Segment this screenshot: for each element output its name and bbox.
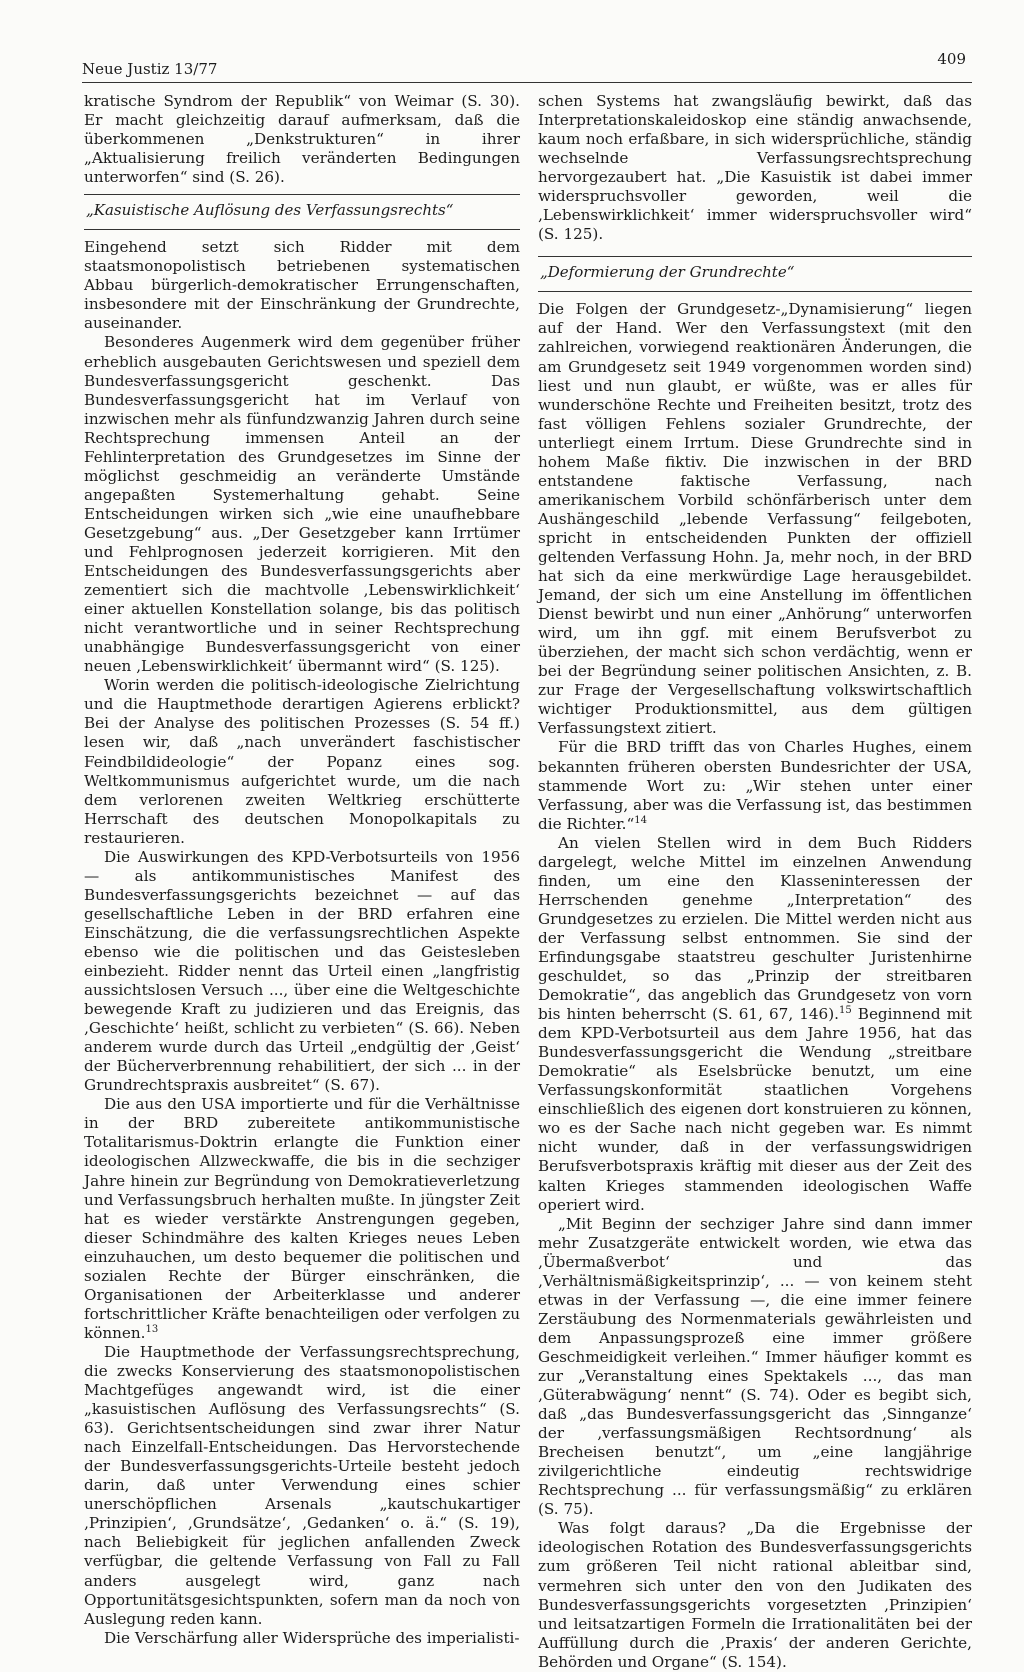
paragraph-text: Für die BRD trifft das von Charles Hughes, einem bekannten früheren obersten Bundesrichter der USA, stammende Wort zu: „Wir stehen unter einer Verfassung, aber was die Verfassung ist, das bestimmen die Richter.“ <box>538 738 972 833</box>
paragraph: Die Auswirkungen des KPD-Verbotsurteils von 1956 — als antikommunistisches Manifest des Bundesverfassungsgerichts bezeichnet — auf das gesellschaftliche Leben in der BRD erfahren eine Einschätzung, die die verfassungsrechtlichen Aspekte ebenso wie die politischen und das Geistesleben einbezieht. Ridder nennt das Urteil einen „langfristig aussichtslosen Versuch ..., über eine die Weltgeschichte bewegende Kraft zu judizieren und das Ereignis, das ‚Geschichte‘ heißt, schlicht zu verbieten“ (S. 66). Neben anderem wurde durch das Urteil „endgültig der ‚Geist‘ der Bücherverbrennung rehabilitiert, der sich ... in der Grundrechtspraxis ausbreitet“ (S. 67). <box>84 847 520 1095</box>
paragraph-with-footnote <box>538 834 972 1215</box>
paragraph: Die Folgen der Grundgesetz-„Dynamisierung“ liegen auf der Hand. Wer den Verfassungstext (mit den zahlreichen, vorwiegend reaktionären Änderungen, die am Grundgesetz seit 1949 vorgenommen worden sind) liest und nun glaubt, er wüßte, was er alles für wunderschöne Rechte und Freiheiten besitzt, trotz des fast völligen Fehlens sozialer Grundrechte, der unterliegt einem Irrtum. Diese Grundrechte sind in hohem Maße fiktiv. Die inzwischen in der BRD entstandene faktische Verfassung, nach amerikanischem Vorbild schönfärberisch unter dem Aushängeschild „lebende Verfassung“ feilgeboten, spricht in entscheidenden Punkten der offiziell geltenden Verfassung Hohn. Ja, mehr noch, in der BRD hat sich da eine merkwürdige Lage herausgebildet. Jemand, der sich um eine Anstellung im öffentlichen Dienst bewirbt und nun einer „Anhörung“ unterworfen wird, um ihn ggf. mit einem Berufsverbot zu überziehen, der macht sich schon verdächtig, wenn er bei der Begründung seiner politischen Ansichten, z. B. zur Frage der Vergesellschaftung volkswirtschaftlich wichtiger Produktionsmittel, aus dem gültigen Verfassungstext zitiert. <box>538 300 972 738</box>
footnote-ref-13: 13 <box>145 1323 159 1335</box>
paragraph: Die Hauptmethode der Verfassungsrechtsprechung, die zwecks Konservierung des staatsmonopolistischen Machtgefüges angewandt wird, ist die einer „kasuistischen Auflösung des Verfassungsrechts“ (S. 63). Gerichtsentscheidungen sind zwar ihrer Natur nach Einzelfall-Entscheidungen. Das Hervorstechende der Bundesverfassungsgerichts-Urteile besteht jedoch darin, daß unter Verwendung eines schier unerschöpflichen Arsenals „kautschukartiger ‚Prinzipien‘, ‚Grundsätze‘, ‚Gedanken‘ o. ä.“ (S. 19), nach Beliebigkeit für jeglichen anfallenden Zweck verfügbar, die geltende Verfassung von Fall zu Fall anders ausgelegt wird, ganz nach Opportunitätsgesichtspunkten, sofern man da noch von Auslegung reden kann. <box>84 1342 520 1628</box>
right-column <box>538 92 972 1672</box>
footnote-ref-15: 15 <box>838 1005 852 1017</box>
section-divider <box>538 291 972 292</box>
paragraph: Die Verschärfung aller Widersprüche des imperialisti- <box>104 1628 520 1647</box>
page-header <box>82 46 972 83</box>
footnote-ref-14: 14 <box>634 814 647 826</box>
paragraph: Worin werden die politisch-ideologische Zielrichtung und die Hauptmethode derartigen Agierens erblickt? Bei der Analyse des politischen Prozesses (S. 54 ff.) lesen wir, daß „nach unverändert faschistischer Feindbildideologie“ der Popanz eines sog. Weltkommunismus aufgerichtet wurde, um die nach dem verlorenen zweiten Weltkrieg erschütterte Herrschaft des deutschen Monopolkapitals zu restaurieren. <box>84 676 520 847</box>
paragraph: Was folgt daraus? „Da die Ergebnisse der ideologischen Rotation des Bundesverfassungsgerichts zum größeren Teil nicht rational ableitbar sind, vermehren sich unter den von den Judikaten des Bundesverfassungsgerichts vorgesetzten ‚Prinzipien‘ und leitsatzartigen Formeln die Irrationalitäten bei der Auffüllung durch die ‚Praxis‘ der anderen Gerichte, Behörden und Organe“ (S. 154). <box>538 1519 972 1671</box>
paragraph-text: An vielen Stellen wird in dem Buch Ridders dargelegt, welche Mittel im einzelnen Anwendung finden, um eine den Klasseninteressen der Herrschenden genehme „Interpretation“ des Grundgesetzes zu erzielen. Die Mittel werden nicht aus der Verfassung selbst entnommen. Sie sind der Erfindungsgabe staatstreu geschulter Juristenhirne geschuldet, so das „Prinzip der streitbaren Demokratie“, das angeblich das Grundgesetz von vorn bis hinten beherrscht (S. 61, 67, 146). <box>538 833 972 1024</box>
section-heading-kasuistische: „Kasuistische Auflösung des Verfassungsrechts“ <box>86 201 454 220</box>
left-column <box>84 92 520 1648</box>
left-intro-paragraph: kratische Syndrom der Republik“ von Weimar (S. 30). Er macht gleichzeitig darauf aufmerksam, daß die überkommenen „Denkstrukturen“ in ihrer „Aktualisierung freilich veränderten Bedingungen unterworfen“ sind (S. 26). <box>84 92 520 187</box>
right-intro-paragraph: schen Systems hat zwangsläufig bewirkt, daß das Interpretationskaleidoskop eine ständig anwachsende, kaum noch erfaßbare, in sich widersprüchliche, ständig wechselnde Verfassungsrechtsprechung hervorgezaubert hat. „Die Kasuistik ist dabei immer widerspruchsvoller geworden, weil die ‚Lebenswirklichkeit‘ immer widerspruchsvoller wird“ (S. 125). <box>538 92 972 244</box>
paragraph-text: Die aus den USA importierte und für die Verhältnisse in der BRD zubereitete antikommunistische Totalitarismus-Doktrin erlangte die Funktion einer ideologischen Allzweckwaffe, die bis in die sechziger Jahre hinein zur Begründung von Demokratieverletzung und Verfassungsbruch herhalten mußte. In jüngster Zeit hat es wieder verstärkte Anstrengungen gegeben, dieser Schindmähre des kalten Krieges neues Leben einzuhauchen, um desto bequemer die politischen und sozialen Rechte der Bürger einschränken, die Organisationen der Arbeiterklasse und anderer fortschrittlicher Kräfte benachteiligen oder verfolgen zu können. <box>84 1095 520 1342</box>
paragraph-with-footnote <box>538 738 972 833</box>
paragraph-text: Beginnend mit dem KPD-Verbotsurteil aus dem Jahre 1956, hat das Bundesverfassungsgericht die Wendung „streitbare Demokratie“ als Eselsbrücke benutzt, um eine Verfassungskonformität staatlichen Vorgehens einschließlich des eigenen dort konstruieren zu können, wo es der Sache nach nicht gegeben war. Es nimmt nicht wunder, daß in der verfassungswidrigen Berufsverbotspraxis kräftig mit dieser aus der Zeit des kalten Krieges stammenden ideologischen Waffe operiert wird. <box>538 1005 972 1214</box>
paragraph: Eingehend setzt sich Ridder mit dem staatsmonopolistisch betriebenen systematischen Abbau bürgerlich-demokratischer Errungenschaften, insbesondere mit der Einschränkung der Grundrechte, auseinander. <box>84 238 520 333</box>
paragraph: Besonderes Augenmerk wird dem gegenüber früher erheblich ausgebauten Gerichtswesen und speziell dem Bundesverfassungsgericht geschenkt. Das Bundesverfassungsgericht hat im Verlauf von inzwischen mehr als fünfundzwanzig Jahren durch seine Rechtsprechung immensen Anteil an der Fehlinterpretation des Grundgesetzes im Sinne der möglichst geschmeidig an veränderte Umstände angepaßten Systemerhaltung gehabt. Seine Entscheidungen wirken sich „wie eine unaufhebbare Gesetzgebung“ aus. „Der Gesetzgeber kann Irrtümer und Fehlprognosen jederzeit korrigieren. Mit den Entscheidungen des Bundesverfassungsgerichts aber zementiert sich die machtvolle ‚Lebenswirklichkeit‘ einer aktuellen Konstellation solange, bis das politisch nicht verantwortliche und in seiner Rechtsprechung unabhängige Bundesverfassungsgericht von einer neuen ‚Lebenswirklichkeit‘ übermannt wird“ (S. 125). <box>84 333 520 676</box>
page-number: 409 <box>937 50 966 68</box>
section-heading-grundrechte: „Deformierung der Grundrechte“ <box>540 263 795 282</box>
paragraph: „Mit Beginn der sechziger Jahre sind dann immer mehr Zusatzgeräte entwickelt worden, wie etwa das ‚Übermaßverbot‘ und das ‚Verhältnismäßigkeitsprinzip‘, ... — von keinem steht etwas in der Verfassung —, die eine immer feinere Zerstäubung des Normenmaterials gewährleisten und dem Anpassungsprozeß eine immer größere Geschmeidigkeit verleihen.“ Immer häufiger kommt es zur „Veranstaltung eines Spektakels ..., das man ‚Güterabwägung‘ nennt“ (S. 74). Oder es begibt sich, daß „das Bundesverfassungsgericht das ‚Sinnganze‘ der ‚verfassungsmäßigen Rechtsordnung‘ als Brecheisen benutzt“, um „eine langjährige zivilgerichtliche eindeutig rechtswidrige Rechtsprechung ... für verfassungsmäßig“ zu erklären (S. 75). <box>538 1214 972 1519</box>
journal-title: Neue Justiz 13/77 <box>82 60 218 78</box>
paragraph-with-footnote <box>84 1095 520 1343</box>
section-divider <box>84 229 520 230</box>
